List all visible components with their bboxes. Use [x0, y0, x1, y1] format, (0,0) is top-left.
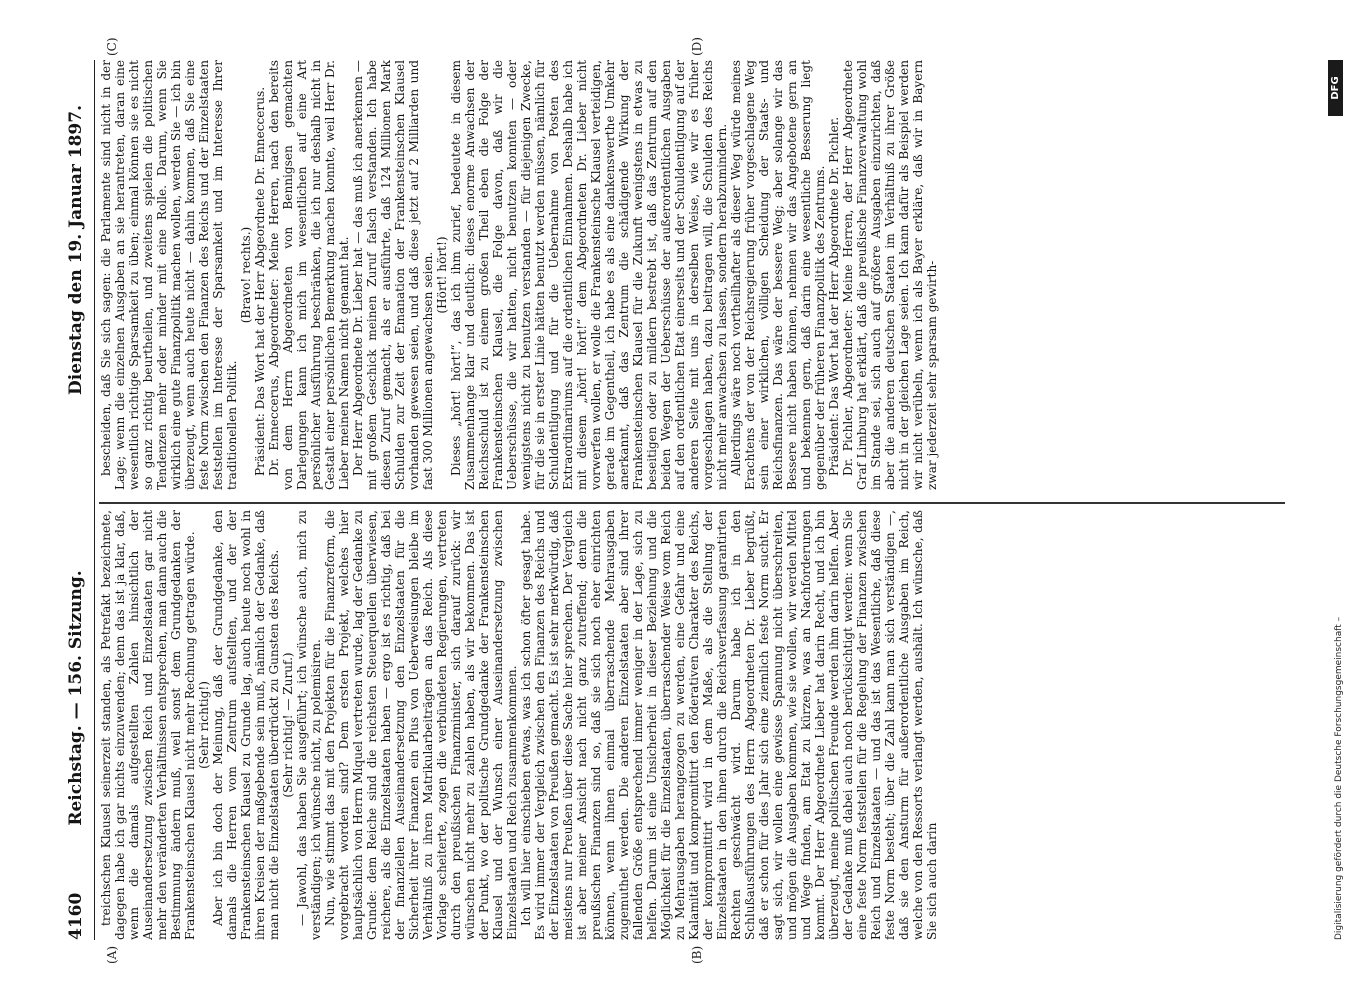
margin-marker-a: (A) — [105, 945, 119, 964]
digitization-credit: Digitalisierung gefördert durch die Deutsche Forschungsgemeinschaft – — [1334, 616, 1344, 940]
paragraph: — Jawohl, das haben Sie ausgeführt; ich wünsche auch, mich zu verständigen; ich wünsche nicht, zu polemisiren. — [295, 510, 323, 940]
interjection: (Bravo! rechts.) — [239, 226, 253, 324]
paragraph: Dieses „hört! hört!“, das ich ihm zurief, bedeutete in diesem Zusammenhange klar und deutlich: dieses enorme Anwachsen der Reichsschuld ist zu einem großen Theil eben die Folge der Frankensteinschen Klausel, die Folge davon, daß wir die Ueberschüsse, die wir hatten, nicht benutzen konnten — oder wenigstens nicht zu benutzen verstanden — für diejenigen Zwecke, für die sie in erster Linie hätten benutzt werden müssen, nämlich für Schuldentilgung und für die Uebernahme von Posten des Extraordinariums auf die ordentlichen Einnahmen. Deshalb habe ich mit diesem „hört! hört!“ dem Abgeordneten Dr. Lieber nicht vorwerfen wollen, er wolle die Frankensteinsche Klausel verteidigen, gerade im Gegentheil, ich habe es als eine dankenswerthe Umkehr anerkannt, daß das Zentrum die schädigende Wirkung der Frankensteinschen Klausel für die Zukunft wenigstens in etwas zu beseitigen oder zu mildern bestrebt ist, daß das Zentrum auf den beiden Wegen der Ueberschüsse der außerordentlichen Ausgaben auf den ordentlichen Etat einerseits und der Schuldentilgung auf der anderen Seite mit uns in derselben Weise, wie wir es früher vorgeschlagen haben, dazu beitragen will, die Schulden des Reichs nicht mehr anwachsen zu lassen, sondern herabzumindern. — [449, 60, 729, 490]
margin-marker-b: (B) — [690, 945, 704, 964]
paragraph: Dr. Enneccerus, Abgeordneter: Meine Herren, nach den bereits von dem Herrn Abgeordneten von Bennigsen gemachten Darlegungen kann ich mich im wesentlichen auf eine Art persönlicher Ausführung beschränken, die ich nur deshalb nicht in Gestalt einer persönlichen Bemerkung machen konnte, weil Herr Dr. Lieber meinen Namen nicht genannt hat. — [267, 60, 351, 490]
interjection: (Sehr richtig!) — [197, 681, 211, 769]
paragraph: bescheiden, daß Sie sich sagen: die Parlamente sind nicht in der Lage; wenn die einzelnen Ausgaben an sie herantreten, daran eine wesentlich richtige Sparsamkeit zu üben; einmal können sie es nicht so ganz richtig beurtheilen, und zweitens spielen die politischen Tendenzen mehr oder minder mit eine Rolle. Darum, wenn Sie wirklich eine gute Finanzpolitik machen wollen, werden Sie — ich bin überzeugt, wenn auch heute nicht — dahin kommen, daß Sie eine feste Norm zwischen den Finanzen des Reichs und der Einzelstaaten feststellen im Interesse der Sparsamkeit und im Interesse Ihrer traditionellen Politik. — [99, 60, 239, 490]
paragraph: Nun, wie stimmt das mit den Projekten für die Finanzreform, die vorgebracht worden sind? Dem ersten Projekt, welches hier hauptsächlich von Herrn Miquel vertreten wurde, lag der Gedanke zu Grunde: dem Reiche sind die reichsten Steuerquellen überwiesen, reichere, als die Einzelstaaten haben — ergo ist es richtig, daß bei der finanziellen Auseinandersetzung den Einzelstaaten für die Sicherheit ihrer Finanzen ein Plus von Ueberweisungen bleibe im Verhältniß zu ihren Matrikularbeiträgen an das Reich. Als diese Vorlage scheiterte, zogen die verbündeten Regierungen, vertreten durch den preußischen Finanzminister, sich darauf zurück: wir wünschen nicht mehr zu zahlen haben, als wir bekommen. Das ist der Punkt, wo der politische Grundgedanke der Frankensteinschen Klausel und der Wunsch einer Auseinandersetzung zwischen Einzelstaaten und Reich zusammenkommen. — [323, 510, 519, 940]
speaker-announcement: Präsident: Das Wort hat der Herr Abgeordnete Dr. Enneccerus. — [253, 86, 267, 476]
margin-marker-c: (C) — [105, 37, 119, 56]
dfg-logo: DFG — [1328, 60, 1343, 116]
paragraph: Dr. Pichler, Abgeordneter: Meine Herren, der Herr Abgeordnete Graf Limburg hat erklärt, daß die preußische Finanzverwaltung wohl im Stande sei, sich auch auf größere Ausgaben einzurichten, daß aber die anderen deutschen Staaten im Verhältniß zu ihrer Größe nicht in der gleichen Lage seien. Ich kann dafür als Beispiel werden wir nicht verübeln, wenn ich als Bayer erkläre, daß wir in Bayern zwar jederzeit sehr sparsam gewirth- — [841, 60, 939, 490]
interjection: (Hört! hört!) — [435, 236, 449, 314]
interjection: (Sehr richtig! — Zuruf.) — [281, 652, 295, 798]
speaker-announcement: Präsident: Das Wort hat der Herr Abgeordnete Dr. Pichler. — [827, 116, 841, 476]
column-divider — [99, 503, 1285, 505]
paragraph: Allerdings wäre noch vortheilhafter als dieser Weg würde meines Erachtens der von der Reichsregierung früher vorgeschlagene Weg sein einer wirklichen, völligen Scheidung der Staats- und Reichsfinanzen. Das wäre der bessere Weg; aber solange wir das Bessere nicht haben können, nehmen wir das Angebotene gern an und bekennen gern, daß darin eine wesentliche Besserung liegt gegenüber der früheren Finanzpolitik des Zentrums. — [729, 60, 827, 490]
margin-marker-d: (D) — [690, 37, 704, 56]
paragraph: Ich will hier einschieben etwas, was ich schon öfter gesagt habe. Es wird immer der Vergleich zwischen den Finanzen des Reichs und der Einzelstaaten von Preußen gemacht. Es ist sehr merkwürdig, daß meistens nur Preußen über diese Sache hier sprechen. Der Vergleich ist aber meiner Ansicht nach nicht ganz zutreffend; denn die preußischen Finanzen sind so, daß sie sich noch eher einrichten können, wenn ihnen einmal überraschende Mehrausgaben zugemuthet werden. Die anderen Einzelstaaten aber sind ihrer fallenden Größe entsprechend immer weniger in der Lage, sich zu helfen. Darum ist eine Unsicherheit in dieser Beziehung und die Möglichkeit für die Einzelstaaten, überraschender Weise vom Reich zu Mehrausgaben herangezogen zu werden, eine Gefahr und eine Kalamität und kompromittirt den föderativen Charakter des Reichs, der kompromittirt wird in dem Maße, als die Stellung der Einzelstaaten in den ihnen durch die Reichsverfassung garantirten Rechten geschwächt wird. Darum habe ich in den Schlußausführungen des Herrn Abgeordneten Dr. Lieber begrüßt, daß er schon für dies Jahr sich eine ziemlich feste Norm sucht. Er sagt sich, wir wollen eine gewisse Spannung nicht überschreiten, und mögen die Ausgaben kommen, wie sie wollen, wir werden Mittel und Wege finden, am Etat zu kürzen, was an Nachforderungen kommt. Der Herr Abgeordnete Lieber hat darin Recht, und ich bin überzeugt, meine politischen Freunde werden ihm darin helfen. Aber der Gedanke muß dabei auch noch berücksichtigt werden: wenn Sie eine feste Norm feststellen für die Regelung der Finanzen zwischen Reich und Einzelstaaten — und das ist das Wesentliche, daß diese feste Norm besteht; über die Zahl kann man sich verständigen —, daß sie den Ansturm für außerordentliche Ausgaben im Reich, welche von den Ressorts verlangt werden, aushält. Ich wünsche, daß Sie sich auch darin — [519, 510, 939, 940]
running-header — [60, 60, 95, 940]
paragraph: Aber ich bin doch der Meinung, daß der Grundgedanke, den damals die Herren vom Zentrum aufstellten, und der der Frankensteinschen Klausel zu Grunde lag, auch heute noch wohl in ihren Kreisen der maßgebende sein muß, nämlich der Gedanke, daß man nicht die Einzelstaaten überdrückt zu Gunsten des Reichs. — [211, 510, 281, 940]
header-title: Reichstag. — 156. Sitzung. — [66, 570, 86, 826]
right-text-column — [99, 60, 1287, 490]
left-text-column — [99, 510, 1287, 940]
header-date: Dienstag den 19. Januar 1897. — [66, 105, 86, 395]
paragraph: treichschen Klausel seinerzeit standen, als Petrefakt bezeichnete, dagegen habe ich gar nichts einzuwenden; denn das ist ja klar, daß, wenn die damals aufgestellten Zahlen hinsichtlich der Auseinandersetzung zwischen Reich und Einzelstaaten gar nicht mehr den veränderten Verhältnissen entsprechen, man dann auch die Bestimmung ändern muß, weil sonst dem Grundgedanken der Frankensteinschen Klausel nicht mehr Rechnung getragen würde. — [99, 510, 197, 940]
page-number: 4160 — [66, 892, 86, 940]
paragraph: Der Herr Abgeordnete Dr. Lieber hat — das muß ich anerkennen — mit großem Geschick meinen Zuruf falsch verstanden. Ich habe diesen Zuruf gemacht, als er ausführte, daß 124 Millionen Mark Schulden zur Zeit der Emanation der Frankensteinschen Klausel vorhanden gewesen seien, und daß diese jetzt auf 2 Milliarden und fast 300 Millionen angewachsen seien. — [351, 60, 435, 490]
